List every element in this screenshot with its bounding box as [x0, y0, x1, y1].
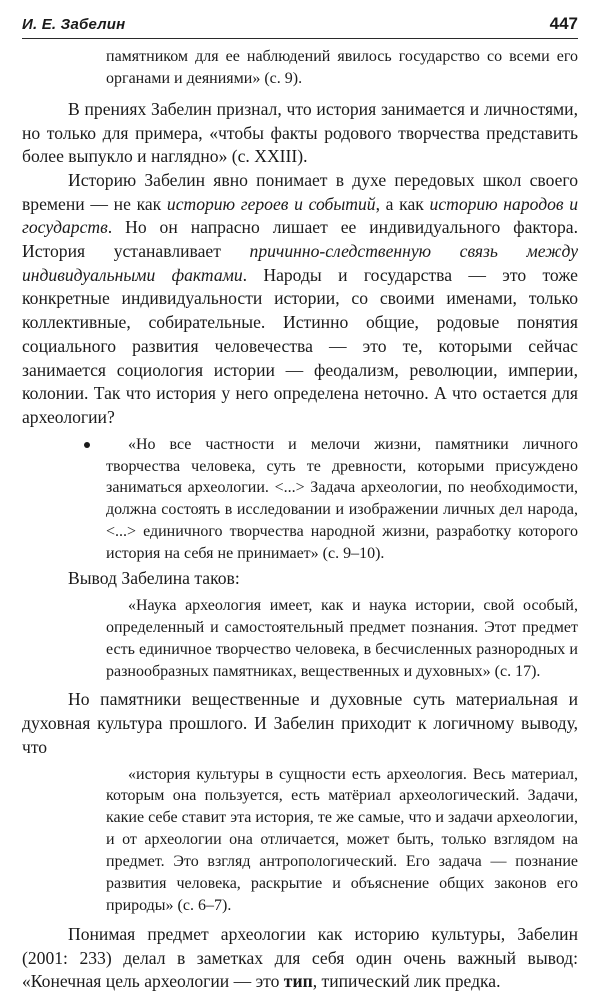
running-head: И. Е. Забелин	[22, 16, 126, 33]
paragraph-conclusion-intro: Вывод Забелина таков:	[68, 568, 240, 589]
quote-archaeology-subject: «Наука археология имеет, как и наука истории, свой особый, определенный и самостоятельный предмет познания. Этот предмет есть единичное творчество человека, в бесчисленных разнородных и разнообразных памятниках, вещественных и духовных» (с. 17).	[106, 596, 578, 680]
quote-culture-history: «история культуры в сущности есть археология. Весь материал, которым она пользуется, есть матёриал археологический. Задачи, какие себе ставит эта история, те же самые, что и задачи археологии, и от археологии она отличается, может быть, только взглядом на предмет. Это взгляд антропологический. Его задача — познание развития человека, раскрытие и объяснение общих законов его природы» (с. 6–7).	[106, 765, 578, 914]
paragraph-history-understanding: Историю Забелин явно понимает в духе передовых школ своего времени — не как историю героев и событий, а как историю народов и государств. Но он напрасно лишает ее индивидуального фактора. История устанавливает причинно-следственную связь между индивидуальными фактами. Народы и государства — это тоже конкретные индивидуальности истории, со своими именами, только коллективные, собирательные. Истинно общие, родовые понятия социального развития человечества — это те, которыми сейчас занимается социология истории — феодализм, революции, империи, колонии. Так что история у него определена неточно. А что остается для археологии?	[22, 169, 579, 427]
paragraph-goal-type: Понимая предмет археологии как историю культуры, Забелин (2001: 233) делал в заметках для себя один очень важный вывод: «Конечная цель археологии — это тип, типический лик предка.	[22, 923, 578, 992]
paragraph-monuments: Но памятники вещественные и духовные суть материальная и духовная культура прошлого. И Забелин приходит к логичному выводу, что	[22, 689, 578, 757]
quote-archaeology-task: «Но все частности и мелочи жизни, памятники личного творчества человека, суть те древности, которыми присуждено заниматься археологии. <...> Задача археологии, по необходимости, должна состоять в исследовании и изображении личных дел народа, <...> единичного творчества народной жизни, разработку которого история на себя не принимает» (с. 9–10).	[106, 435, 578, 563]
paragraph-debates: В прениях Забелин признал, что история занимается и личностями, но только для примера, «чтобы факты родового творчества представить более выпукло и наглядно» (с. XXIII).	[22, 98, 578, 167]
page-body	[22, 46, 578, 994]
page-header	[22, 14, 578, 39]
quote-continued: памятником для ее наблюдений явилось государство со всеми его органами и деяниями» (с. 9).	[106, 48, 578, 87]
emphasis-peoples-states: историю народов и государств	[22, 193, 579, 238]
emphasis-heroes-events: историю героев и событий	[166, 193, 376, 214]
stray-dot-mark	[84, 442, 90, 448]
emphasis-causal-link: причинно-следственную связь между индивидуальными фактами	[22, 241, 578, 285]
bold-type-term: тип	[283, 971, 313, 992]
page-number: 447	[549, 14, 578, 33]
